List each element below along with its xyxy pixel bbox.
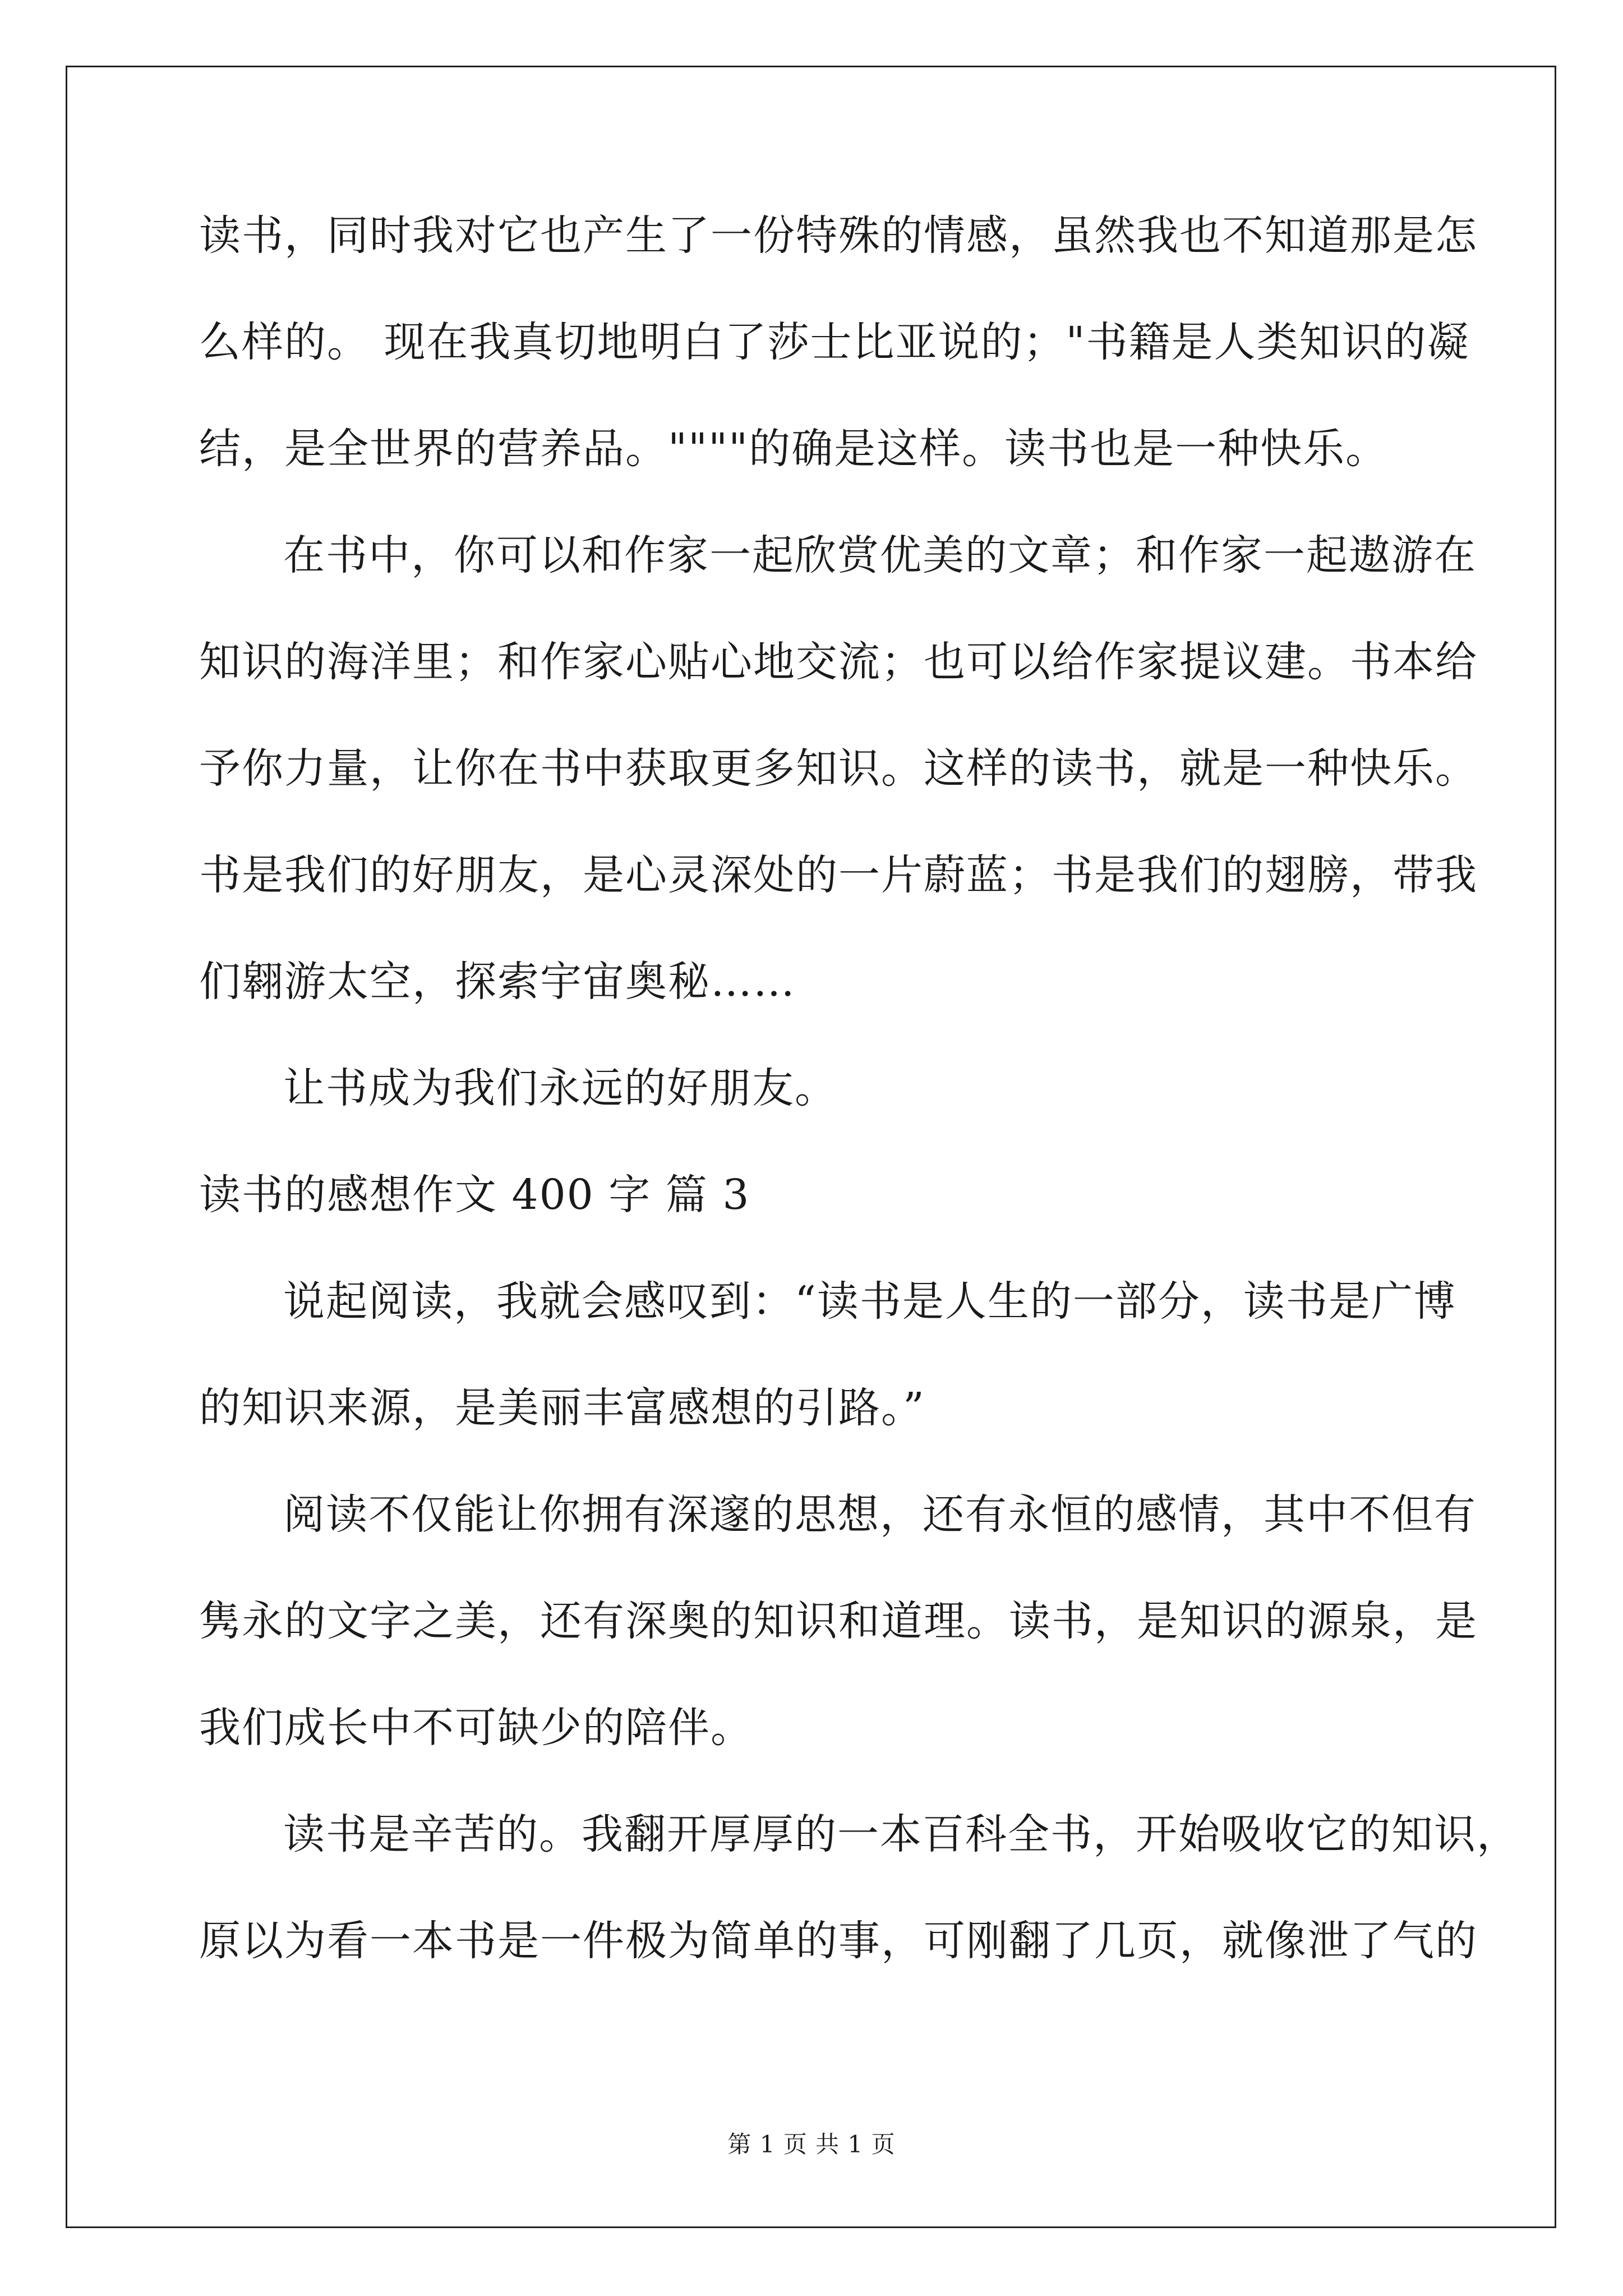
document-body bbox=[199, 209, 1519, 2021]
text-line: 结，是全世界的营养品。""""的确是这样。读书也是一种快乐。 bbox=[199, 425, 1389, 473]
text-line: 我们成长中不可缺少的陪伴。 bbox=[199, 1704, 753, 1752]
section-heading: 读书的感想作文 400 字 篇 3 bbox=[199, 1171, 750, 1219]
text-line: 在书中，你可以和作家一起欣赏优美的文章；和作家一起遨游在 bbox=[283, 531, 1477, 579]
page-footer: 第 1 页 共 1 页 bbox=[727, 2131, 896, 2158]
text-line: 知识的海洋里；和作家心贴心地交流；也可以给作家提议建。书本给 bbox=[199, 638, 1478, 686]
text-line: 让书成为我们永远的好朋友。 bbox=[283, 1064, 837, 1112]
text-line: 书是我们的好朋友，是心灵深处的一片蔚蓝；书是我们的翅膀，带我 bbox=[199, 851, 1478, 899]
text-line: 说起阅读，我就会感叹到：“读书是人生的一部分，读书是广博 bbox=[283, 1277, 1456, 1326]
text-line: 读书，同时我对它也产生了一份特殊的情感，虽然我也不知道那是怎 bbox=[199, 211, 1478, 260]
text-line: 们翱游太空，探索宇宙奥秘…… bbox=[199, 958, 796, 1006]
text-line: 阅读不仅能让你拥有深邃的思想，还有永恒的感情，其中不但有 bbox=[283, 1490, 1477, 1539]
text-line: 原以为看一本书是一件极为简单的事，可刚翻了几页，就像泄了气的 bbox=[199, 1917, 1478, 1965]
text-line: 么样的。 现在我真切地明白了莎士比亚说的；"书籍是人类知识的凝 bbox=[199, 318, 1470, 366]
text-line: 隽永的文字之美，还有深奥的知识和道理。读书，是知识的源泉，是 bbox=[199, 1597, 1478, 1645]
text-line: 的知识来源，是美丽丰富感想的引路。” bbox=[199, 1384, 925, 1432]
text-line: 读书是辛苦的。我翻开厚厚的一本百科全书，开始吸收它的知识， bbox=[283, 1810, 1519, 1858]
text-line: 予你力量，让你在书中获取更多知识。这样的读书，就是一种快乐。 bbox=[199, 744, 1478, 793]
